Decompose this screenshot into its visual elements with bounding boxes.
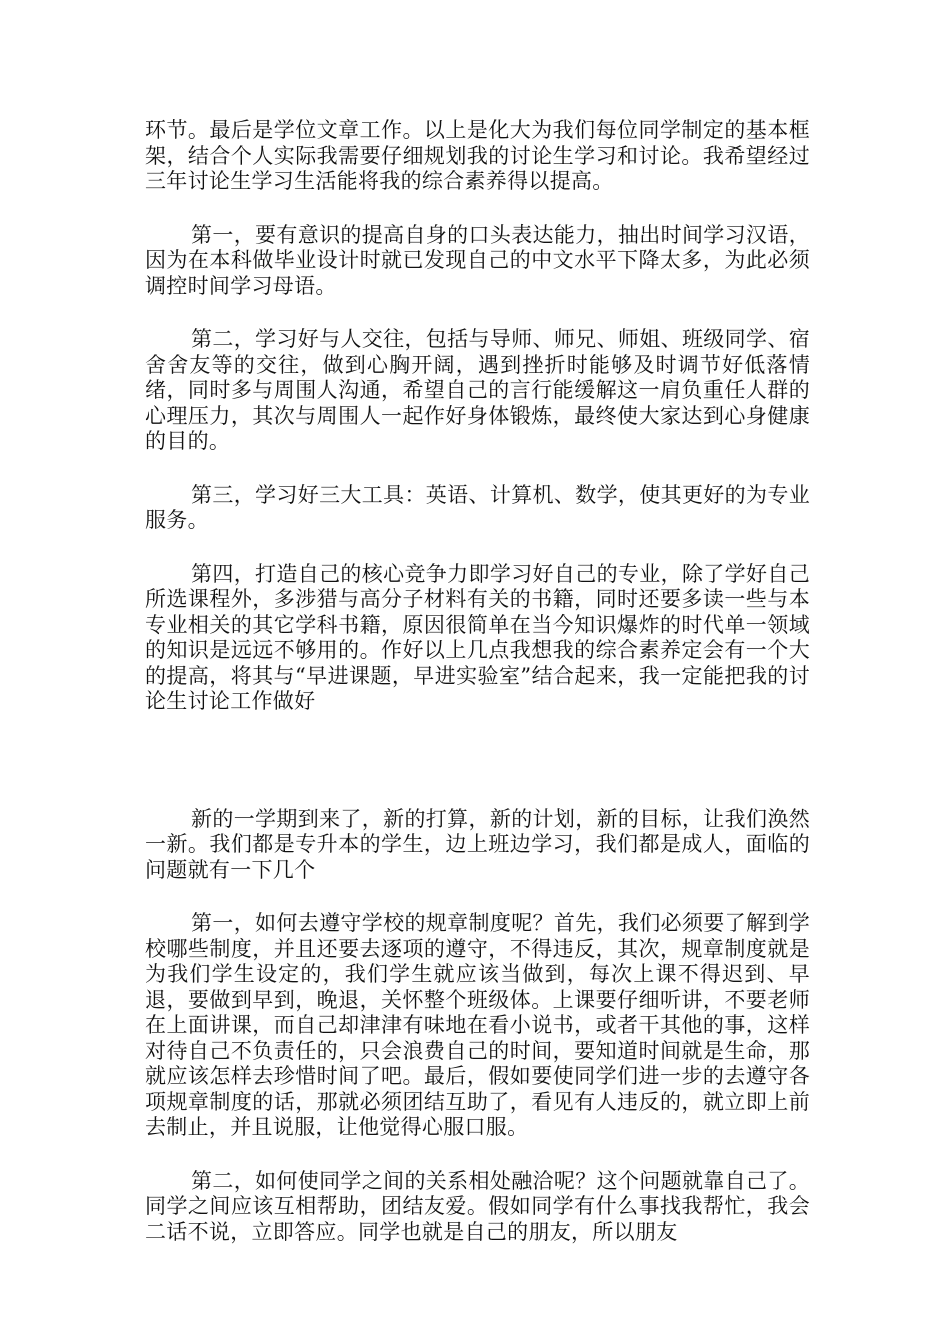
paragraph-point-four: 第四，打造自己的核心竞争力即学习好自己的专业，除了学好自己所选课程外，多涉猎与高分子材料有关的书籍，同时还要多读一些与本专业相关的其它学科书籍，原因很简单在当今知识爆炸的时代单一领域的知识是远远不够用的。作好以上几点我想我的综合素养定会有一个大的提高，将其与“早进课题，早进实验室”结合起来，我一定能把我的讨论生讨论工作做好 — [145, 561, 810, 713]
paragraph-point-three: 第三，学习好三大工具：英语、计算机、数学，使其更好的为专业服务。 — [145, 482, 810, 532]
section-gap — [145, 743, 810, 807]
paragraph-new-semester-intro: 新的一学期到来了，新的打算，新的计划，新的目标，让我们涣然一新。我们都是专升本的学生，边上班边学习，我们都是成人，面临的问题就有一下几个 — [145, 806, 810, 882]
paragraph-continuation: 环节。最后是学位文章工作。以上是化大为我们每位同学制定的基本框架，结合个人实际我需要仔细规划我的讨论生学习和讨论。我希望经过三年讨论生学习生活能将我的综合素养得以提高。 — [145, 118, 810, 193]
paragraph-rules-question: 第一，如何去遵守学校的规章制度呢？首先，我们必须要了解到学校哪些制度，并且还要去逐项的遵守，不得违反，其次，规章制度就是为我们学生设定的，我们学生就应该当做到，每次上课不得迟到、早退，要做到早到，晚退，关怀整个班级体。上课要仔细听讲，不要老师在上面讲课，而自己却津津有味地在看小说书，或者干其他的事，这样对待自己不负责任的，只会浪费自己的时间，要知道时间就是生命，那就应该怎样去珍惜时间了吧。最后，假如要使同学们进一步的去遵守各项规章制度的话，那就必须团结互助了，看见有人违反的，就立即上前去制止，并且说服，让他觉得心服口服。 — [145, 911, 810, 1139]
paragraph-point-one: 第一，要有意识的提高自身的口头表达能力，抽出时间学习汉语，因为在本科做毕业设计时就已发现自己的中文水平下降太多，为此必须调控时间学习母语。 — [145, 222, 810, 298]
paragraph-point-two: 第二，学习好与人交往，包括与导师、师兄、师姐、班级同学、宿舍舍友等的交往，做到心胸开阔，遇到挫折时能够及时调节好低落情绪，同时多与周围人沟通，希望自己的言行能缓解这一肩负重任人群的心理压力，其次与周围人一起作好身体锻炼，最终使大家达到心身健康的目的。 — [145, 327, 810, 453]
document-body — [145, 118, 810, 1273]
paragraph-relations-question: 第二，如何使同学之间的关系相处融洽呢？这个问题就靠自己了。同学之间应该互相帮助，团结友爱。假如同学有什么事找我帮忙，我会二话不说，立即答应。同学也就是自己的朋友，所以朋友 — [145, 1168, 810, 1244]
